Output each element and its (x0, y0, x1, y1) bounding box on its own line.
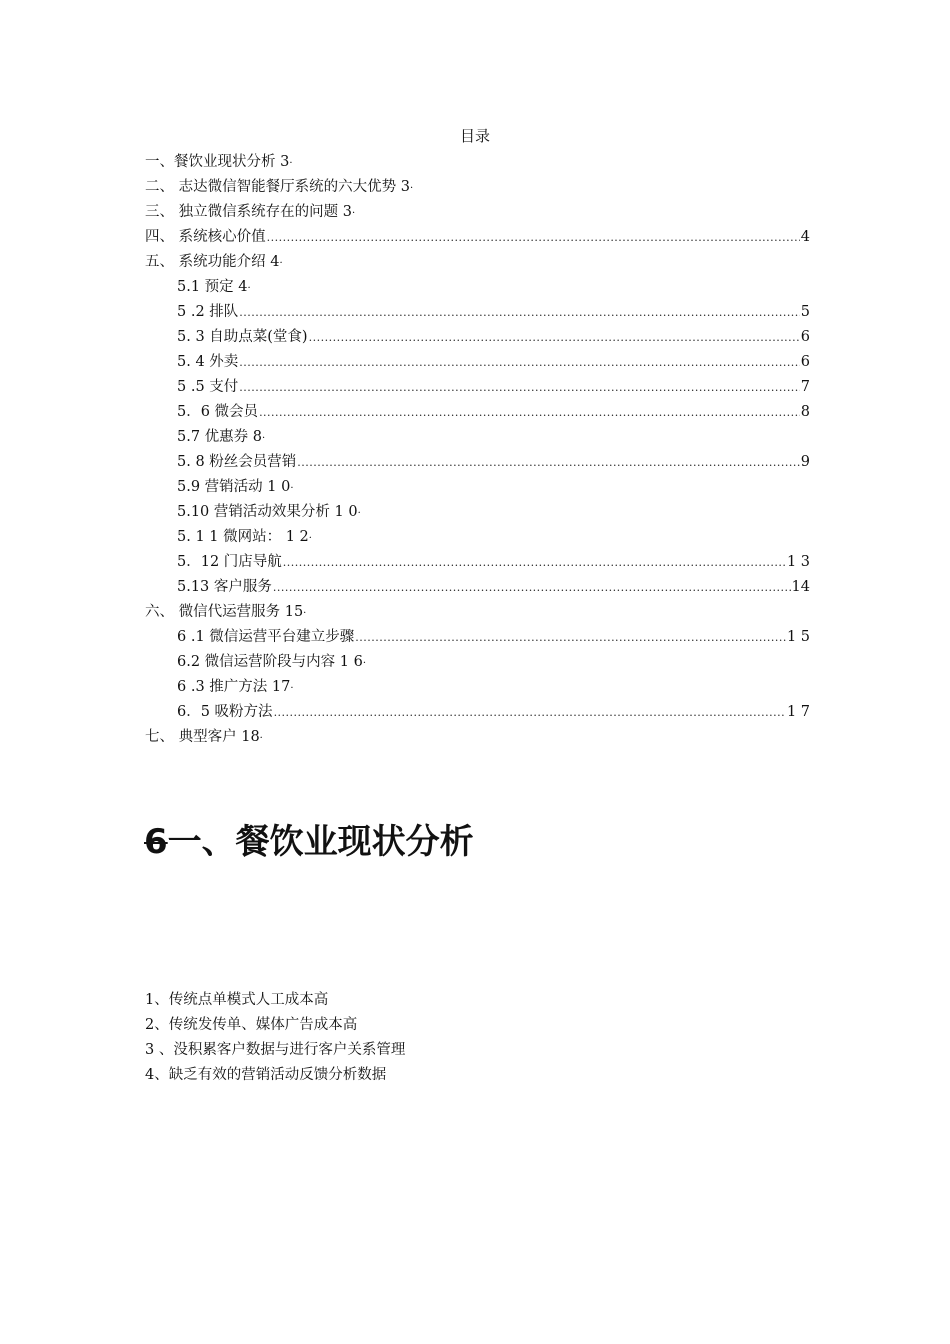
toc-entry-text: 5.7 优惠券 8 (177, 429, 263, 445)
toc-entry[interactable] (145, 725, 810, 750)
toc-entry-text: 5.9 营销活动 1 0 (177, 479, 291, 495)
toc-entry-text: 七、 典型客户 18 (145, 729, 260, 745)
toc-entry-end-mark: · (290, 483, 294, 494)
toc-entry-text: 5.10 营销活动效果分析 1 0 (177, 504, 358, 520)
list-item: 2、传统发传单、媒体广告成本高 (145, 1017, 358, 1033)
toc-entry[interactable] (145, 175, 810, 200)
toc-entry-end-mark: · (303, 608, 307, 619)
section-heading (144, 818, 474, 866)
toc-dot-leader (297, 450, 799, 475)
toc-entry[interactable] (145, 350, 810, 375)
toc-entry-end-mark: · (409, 183, 414, 194)
toc-entry-text: 5.13 客户服务 (177, 579, 272, 595)
toc-entry-text: 一、餐饮业现状分析 3 (145, 154, 290, 170)
toc-entry[interactable] (145, 525, 810, 550)
toc-entry-end-mark: · (289, 158, 293, 169)
toc-page-number: 1 5 (786, 629, 810, 645)
toc-dot-leader (355, 625, 786, 650)
toc-entry[interactable] (145, 500, 810, 525)
toc-page-number: 14 (791, 579, 810, 595)
toc-entry[interactable] (145, 700, 810, 725)
toc-entry-text: 5．6 微会员 (177, 404, 259, 420)
toc-entry-text: 6.2 微信运营阶段与内容 1 6 (177, 654, 363, 670)
toc-entry[interactable] (145, 425, 810, 450)
points-list (145, 988, 405, 1088)
toc-entry[interactable] (145, 200, 810, 225)
toc-dot-leader (309, 325, 800, 350)
toc-entry-end-mark: · (290, 683, 294, 694)
toc-entry[interactable] (145, 300, 810, 325)
toc-entry[interactable] (145, 250, 810, 275)
toc-entry-text: 5 .2 排队 (177, 304, 239, 320)
toc-entry-text: 二、 志达微信智能餐厅系统的六大优势 3 (145, 179, 410, 195)
toc-entry-text: 六、 微信代运营服务 15 (145, 604, 304, 620)
toc-entry-text: 6 .3 推广方法 17 (177, 679, 291, 695)
toc-entry-text: 三、 独立微信系统存在的问题 3 (145, 204, 352, 220)
toc-page-number: 4 (800, 229, 810, 245)
toc-entry[interactable] (145, 325, 810, 350)
toc-entry-text: 6．5 吸粉方法 (177, 704, 273, 720)
toc-entry-end-mark: · (247, 283, 251, 294)
toc-page-number: 6 (800, 354, 810, 370)
toc-entry-text: 四、 系统核心价值 (145, 229, 266, 245)
toc-entry[interactable] (145, 375, 810, 400)
toc-dot-leader (239, 300, 799, 325)
heading-struck-mark: 6 (144, 822, 168, 862)
list-item: 3 、没积累客户数据与进行客户关系管理 (145, 1042, 406, 1058)
toc-entry[interactable] (145, 450, 810, 475)
toc-page-number: 8 (800, 404, 810, 420)
toc-entry[interactable] (145, 225, 810, 250)
toc-entry-text: 五、 系统功能介绍 4 (145, 254, 280, 270)
toc-entry-text: 5 .5 支付 (177, 379, 239, 395)
toc-entry-end-mark: · (357, 508, 361, 519)
toc-dot-leader (259, 400, 800, 425)
toc-entry[interactable] (145, 550, 810, 575)
list-item: 4、缺乏有效的营销活动反馈分析数据 (145, 1067, 387, 1083)
toc-page-number: 6 (800, 329, 810, 345)
toc-dot-leader (273, 575, 791, 600)
toc-entry-end-mark: · (362, 658, 367, 669)
toc-entry-end-mark: · (259, 733, 263, 744)
toc-dot-leader (267, 225, 800, 250)
toc-dot-leader (239, 350, 799, 375)
toc-entry[interactable] (145, 675, 810, 700)
toc-entry[interactable] (145, 650, 810, 675)
toc-entry[interactable] (145, 600, 810, 625)
toc-page-number: 7 (800, 379, 810, 395)
toc-entry-end-mark: · (279, 258, 283, 269)
toc-entry-text: 5. 1 1 微网站： 1 2 (177, 529, 309, 545)
toc-entry-end-mark: · (262, 433, 266, 444)
toc-entry[interactable] (145, 150, 810, 175)
heading-title: 一、餐饮业现状分析 (167, 822, 474, 862)
table-of-contents (145, 150, 810, 750)
toc-entry[interactable] (145, 475, 810, 500)
toc-entry[interactable] (145, 575, 810, 600)
toc-entry-text: 6 .1 微信运营平台建立步骤 (177, 629, 355, 645)
toc-entry-end-mark: · (308, 533, 312, 544)
toc-title: 目录 (459, 127, 490, 145)
toc-entry-text: 5．12 门店导航 (177, 554, 282, 570)
toc-dot-leader (239, 375, 799, 400)
toc-entry-text: 5. 4 外卖 (177, 354, 239, 370)
toc-entry-text: 5. 3 自助点菜(堂食) (177, 329, 308, 345)
toc-entry[interactable] (145, 625, 810, 650)
toc-entry-end-mark: · (351, 208, 356, 219)
toc-entry[interactable] (145, 275, 810, 300)
toc-dot-leader (274, 700, 786, 725)
toc-entry-text: 5. 8 粉丝会员营销 (177, 454, 297, 470)
toc-entry-text: 5.1 预定 4 (177, 279, 248, 295)
toc-page-number: 1 7 (786, 704, 810, 720)
toc-page-number: 9 (800, 454, 810, 470)
list-item: 1、传统点单模式人工成本高 (145, 992, 329, 1008)
toc-page-number: 1 3 (786, 554, 810, 570)
toc-page-number: 5 (800, 304, 810, 320)
toc-dot-leader (283, 550, 786, 575)
toc-entry[interactable] (145, 400, 810, 425)
